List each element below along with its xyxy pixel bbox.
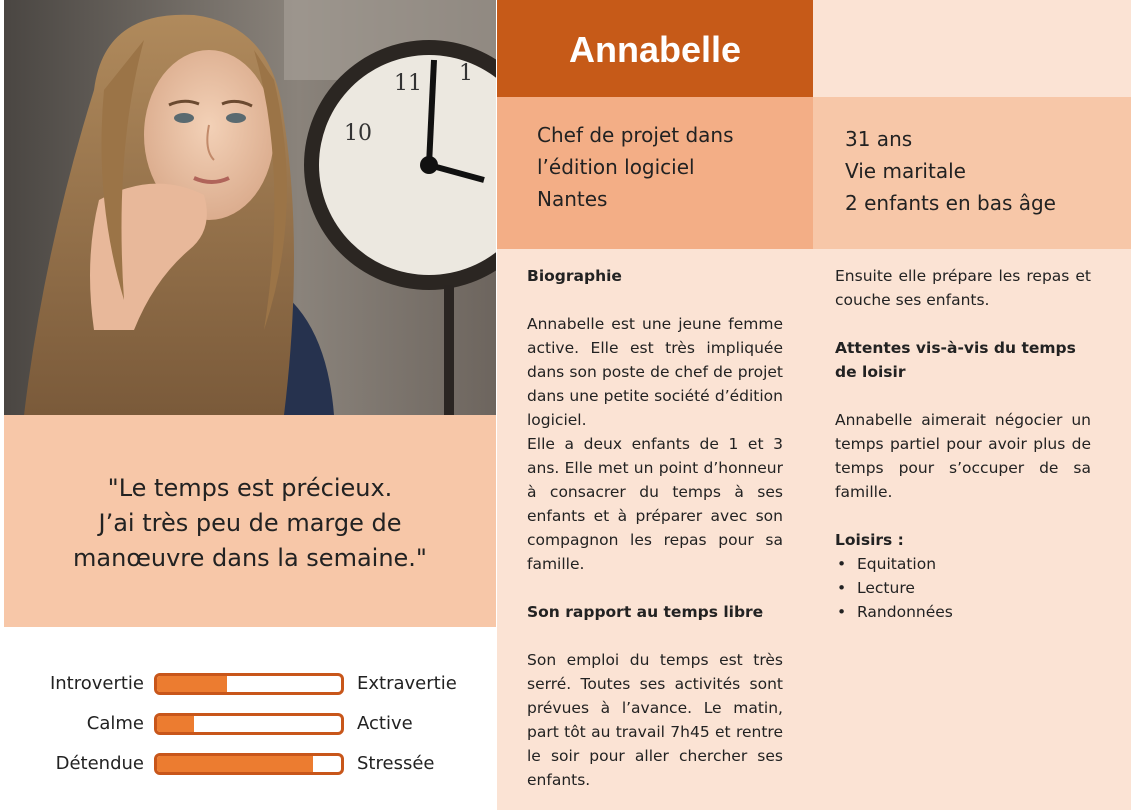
bio-column-left: [497, 249, 813, 810]
hobby-item: • Lecture: [835, 576, 1091, 600]
bio-column-right: [813, 249, 1131, 810]
trait-row-relaxed-stressed: [4, 750, 496, 780]
info-panel: [813, 97, 1131, 249]
trait-bar-fill: [157, 676, 227, 692]
job-panel: [497, 97, 813, 249]
persona-photo: [4, 0, 496, 415]
persona-job: Chef de projet dans l’édition logiciel Nantes: [537, 123, 734, 211]
svg-text:1: 1: [459, 61, 473, 86]
quote-panel: [4, 415, 496, 627]
name-header: [497, 0, 813, 97]
hobby-item: • Equitation: [835, 552, 1091, 576]
hobbies-heading: Loisirs :: [835, 531, 904, 549]
trait-right-label: Stressée: [357, 753, 435, 774]
trait-left-label: Introvertie: [49, 673, 144, 694]
header-spacer: [813, 0, 1131, 97]
bio-paragraph-2: Elle a deux enfants de 1 et 3 ans. Elle met un point d’honneur à consacrer du temps à ses enfants et à préparer avec son compagnon les repas pour sa famille.: [527, 435, 783, 573]
svg-text:11: 11: [394, 71, 422, 96]
trait-bar: [154, 673, 344, 695]
portrait-photo-icon: [4, 0, 496, 415]
trait-row-introvert-extravert: [4, 670, 496, 700]
persona-info: 31 ans Vie maritale 2 enfants en bas âge: [845, 127, 1056, 215]
trait-bar: [154, 713, 344, 735]
svg-text:10: 10: [344, 121, 372, 146]
bio-heading: Biographie: [527, 267, 622, 285]
bio-paragraph-1: Annabelle est une jeune femme active. Elle est très impliquée dans son poste de chef de projet dans une petite société d’édition logiciel.: [527, 315, 783, 429]
hobby-item: • Randonnées: [835, 600, 1091, 624]
trait-bar: [154, 753, 344, 775]
trait-bar-fill: [157, 756, 313, 772]
trait-bar-fill: [157, 716, 194, 732]
trait-row-calm-active: [4, 710, 496, 740]
trait-left-label: Détendue: [55, 753, 144, 774]
expectations-paragraph: Annabelle aimerait négocier un temps partiel pour avoir plus de temps pour s’occuper de sa famille.: [835, 411, 1091, 501]
persona-name: Annabelle: [568, 28, 742, 70]
free-time-paragraph-1: Son emploi du temps est très serré. Toutes ses activités sont prévues à l’avance. Le matin, part tôt au travail 7h45 et rentre le soir pour aller chercher ses enfants.: [527, 651, 783, 789]
trait-left-label: Calme: [86, 713, 144, 734]
hobbies-list: [835, 552, 1091, 624]
free-time-heading: Son rapport au temps libre: [527, 603, 764, 621]
trait-right-label: Active: [357, 713, 413, 734]
free-time-paragraph-2: Ensuite elle prépare les repas et couche ses enfants.: [835, 267, 1091, 309]
persona-quote: "Le temps est précieux. J’ai très peu de marge de manœuvre dans la semaine.": [73, 473, 427, 572]
trait-right-label: Extravertie: [357, 673, 457, 694]
expectations-heading: Attentes vis-à-vis du temps de loisir: [835, 339, 1076, 381]
